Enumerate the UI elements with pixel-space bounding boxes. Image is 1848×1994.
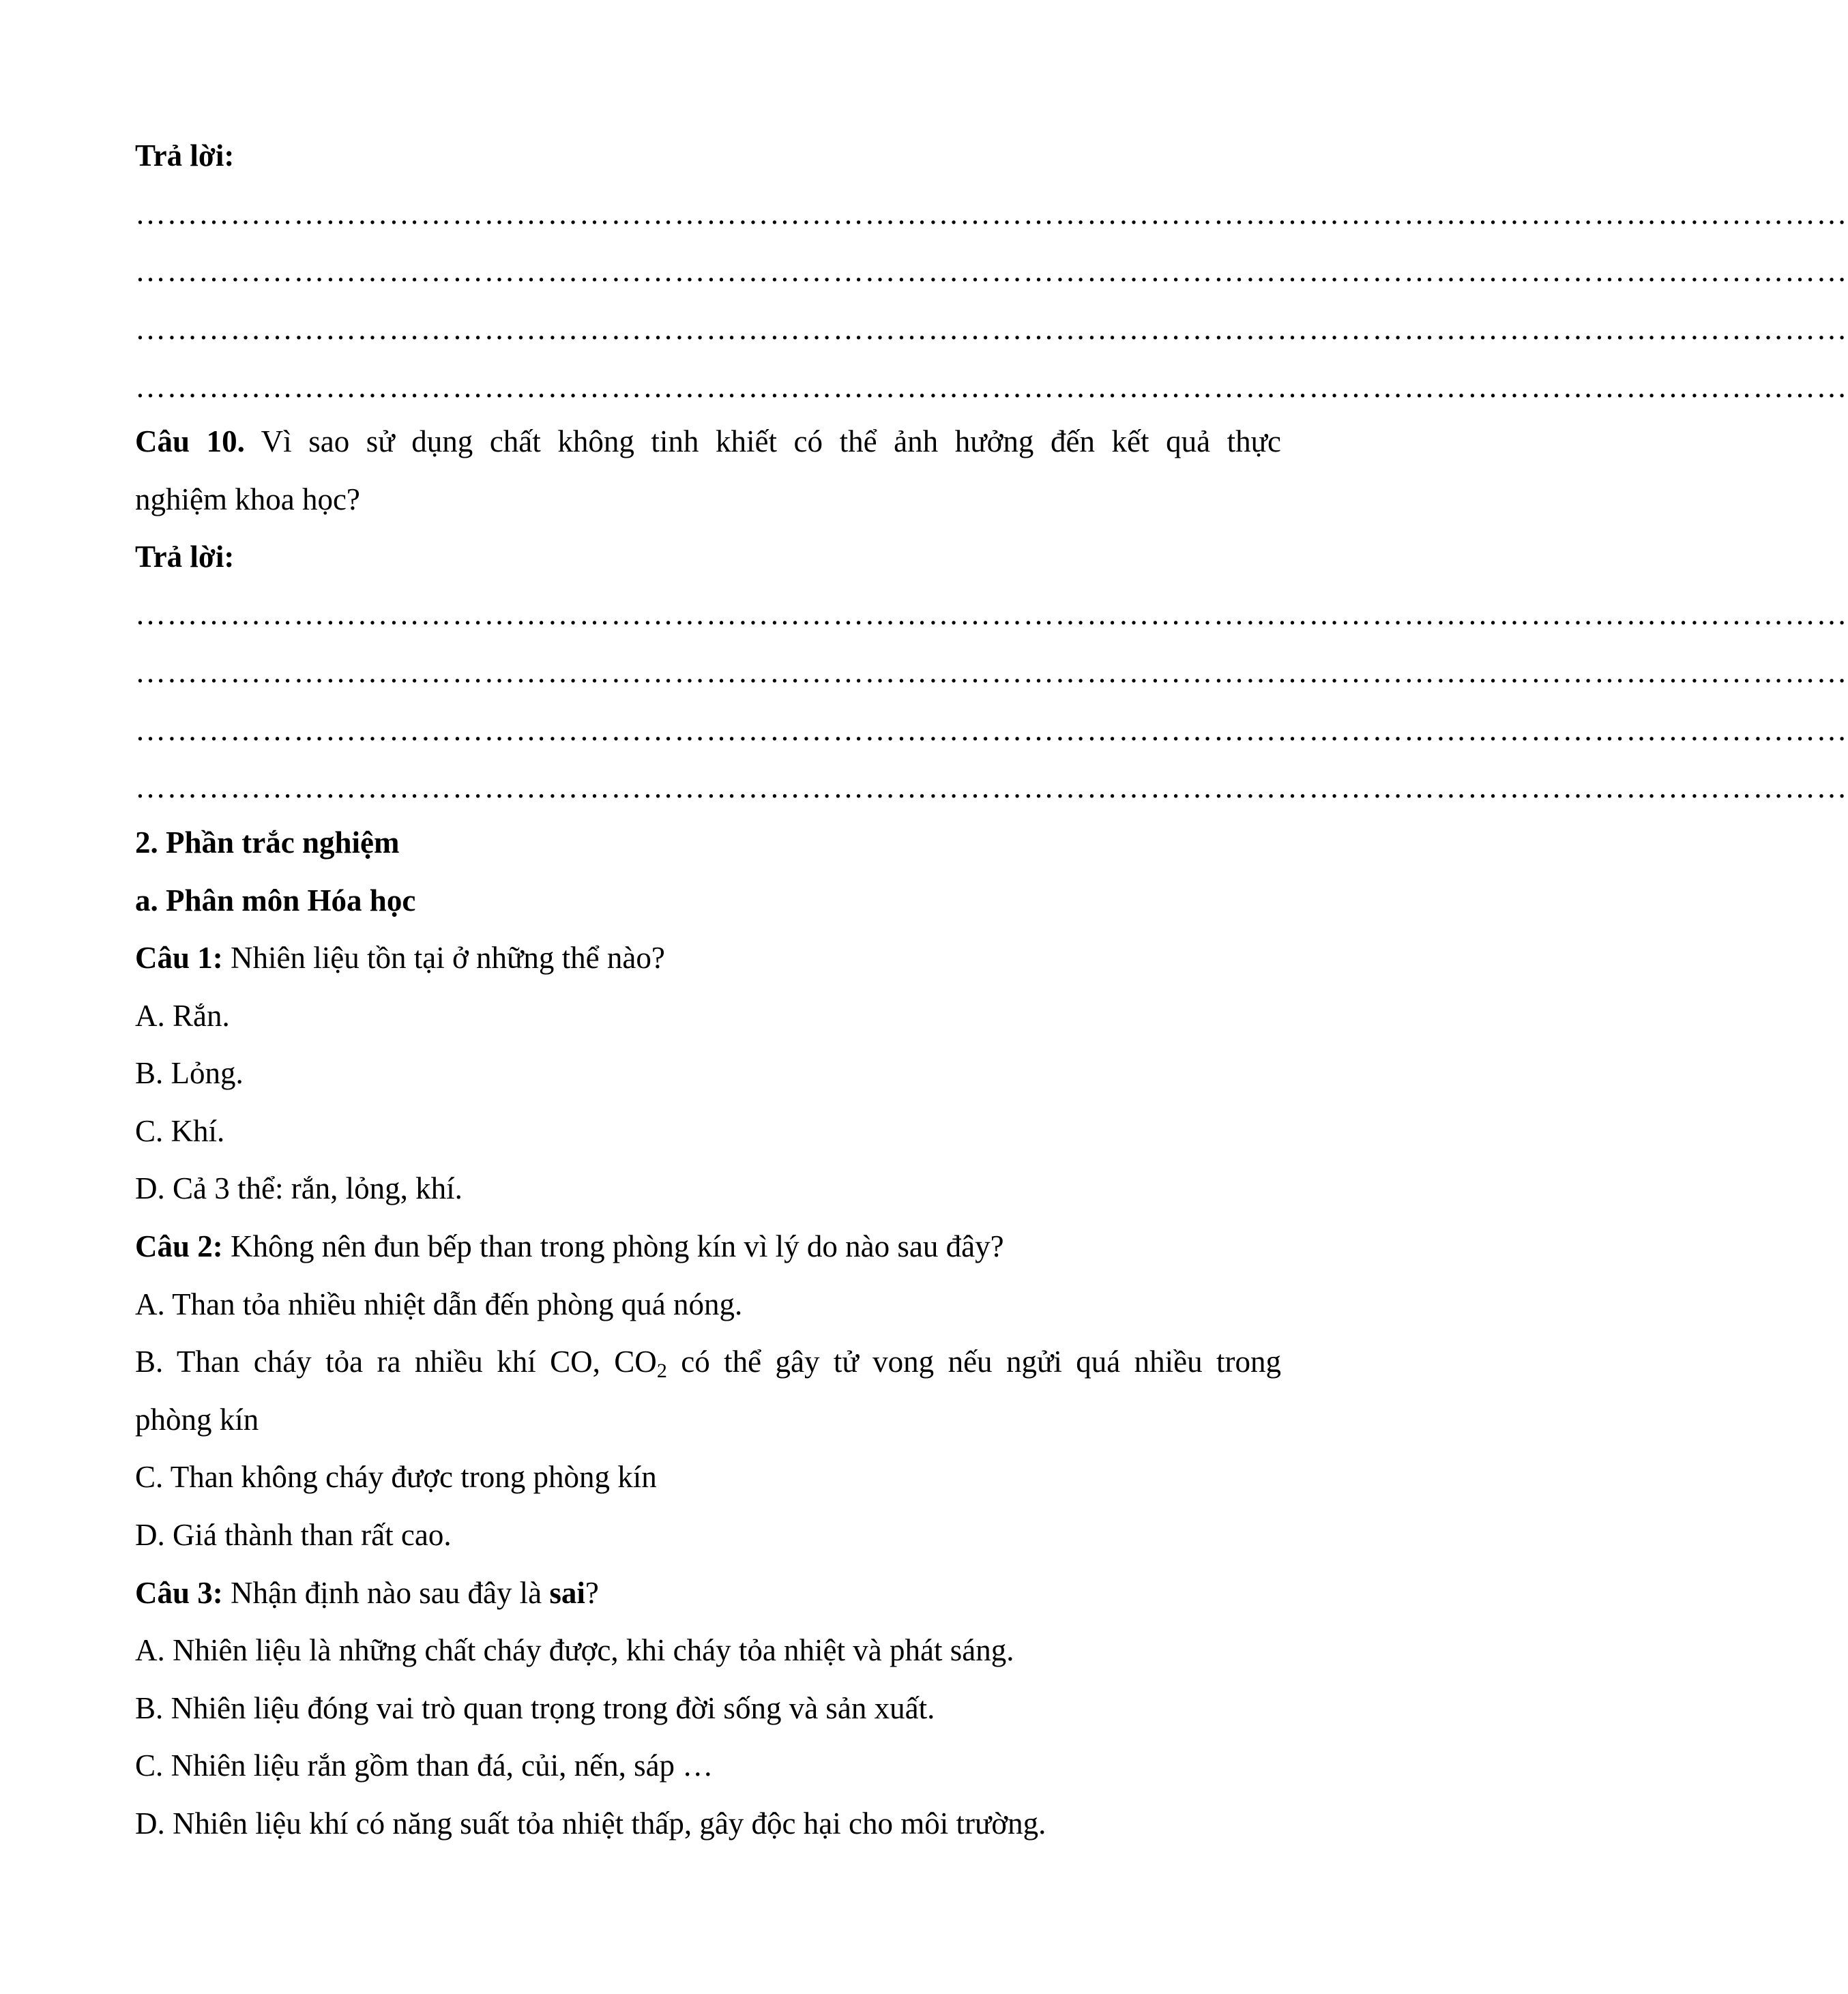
mc-question-3: Câu 3: Nhận định nào sau đây là sai? (135, 1576, 599, 1610)
answer-dot-line: ……………………………………………………………………………………………………………………………………………… (135, 254, 1848, 288)
mc-q1-option-b: B. Lỏng. (135, 1056, 244, 1090)
question-10-text: Vì sao sử dụng chất không tinh khiết có thể ảnh hưởng đến kết quả thực (261, 424, 1281, 458)
mc-question-1-label: Câu 1: (135, 941, 223, 975)
mc-question-1 (135, 937, 1281, 978)
mc-question-2-text: Không nên đun bếp than trong phòng kín vì lý do nào sau đây? (231, 1229, 1004, 1263)
answer-dot-line: ……………………………………………………………………………………………………………………………………………… (135, 597, 1848, 631)
answer-dot-line: ……………………………………………………………………………………………………………………………………………… (135, 655, 1848, 689)
mc-q2-option-d: D. Giá thành than rất cao. (135, 1518, 452, 1552)
mc-question-2-label: Câu 2: (135, 1229, 223, 1263)
mc-q2-option-c: C. Than không cháy được trong phòng kín (135, 1460, 657, 1494)
mc-q3-option-b: B. Nhiên liệu đóng vai trò quan trọng trong đời sống và sản xuất. (135, 1691, 935, 1725)
answer-label: Trả lời: (135, 540, 235, 574)
answer-dot-line: ……………………………………………………………………………………………………………………………………………… (135, 312, 1848, 346)
mc-q3-option-c: C. Nhiên liệu rắn gồm than đá, củi, nến, sáp … (135, 1748, 714, 1783)
mc-q2-option-b: B. Than cháy tỏa ra nhiều khí CO, $CO_2$ có thể gây tử vong nếu ngửi quá nhiều trong (135, 1345, 1282, 1382)
question-10-text-continued: nghiệm khoa học? (135, 482, 360, 516)
mc-question-3-label: Câu 3: (135, 1576, 223, 1610)
mc-question-1-text: Nhiên liệu tồn tại ở những thể nào? (231, 941, 665, 975)
mc-q3-option-d: D. Nhiên liệu khí có năng suất tỏa nhiệt thấp, gây độc hại cho môi trường. (135, 1806, 1046, 1841)
answer-dot-line: ……………………………………………………………………………………………………………………………………………… (135, 196, 1848, 231)
answer-dot-line: ……………………………………………………………………………………………………………………………………………… (135, 370, 1848, 404)
mc-q2-option-b-continued: phòng kín (135, 1403, 259, 1437)
mc-q2-option-a: A. Than tỏa nhiều nhiệt dẫn đến phòng quá nóng. (135, 1287, 743, 1321)
mc-q3-option-a: A. Nhiên liệu là những chất cháy được, khi cháy tỏa nhiệt và phát sáng. (135, 1633, 1014, 1667)
answer-dot-line: ……………………………………………………………………………………………………………………………………………… (135, 770, 1848, 804)
emphasis-sai: sai (549, 1576, 585, 1610)
answer-dot-line: ……………………………………………………………………………………………………………………………………………… (135, 713, 1848, 747)
mc-q1-option-c: C. Khí. (135, 1114, 225, 1148)
answer-label: Trả lời: (135, 138, 235, 173)
mc-question-2 (135, 1226, 1281, 1267)
mc-q1-option-d: D. Cả 3 thể: rắn, lỏng, khí. (135, 1171, 463, 1205)
question-10-label: Câu 10. (135, 424, 245, 458)
subsection-a-title: a. Phân môn Hóa học (135, 883, 416, 918)
mc-q1-option-a: A. Rắn. (135, 999, 230, 1033)
question-10 (135, 421, 1281, 462)
section-2-title: 2. Phần trắc nghiệm (135, 825, 400, 860)
